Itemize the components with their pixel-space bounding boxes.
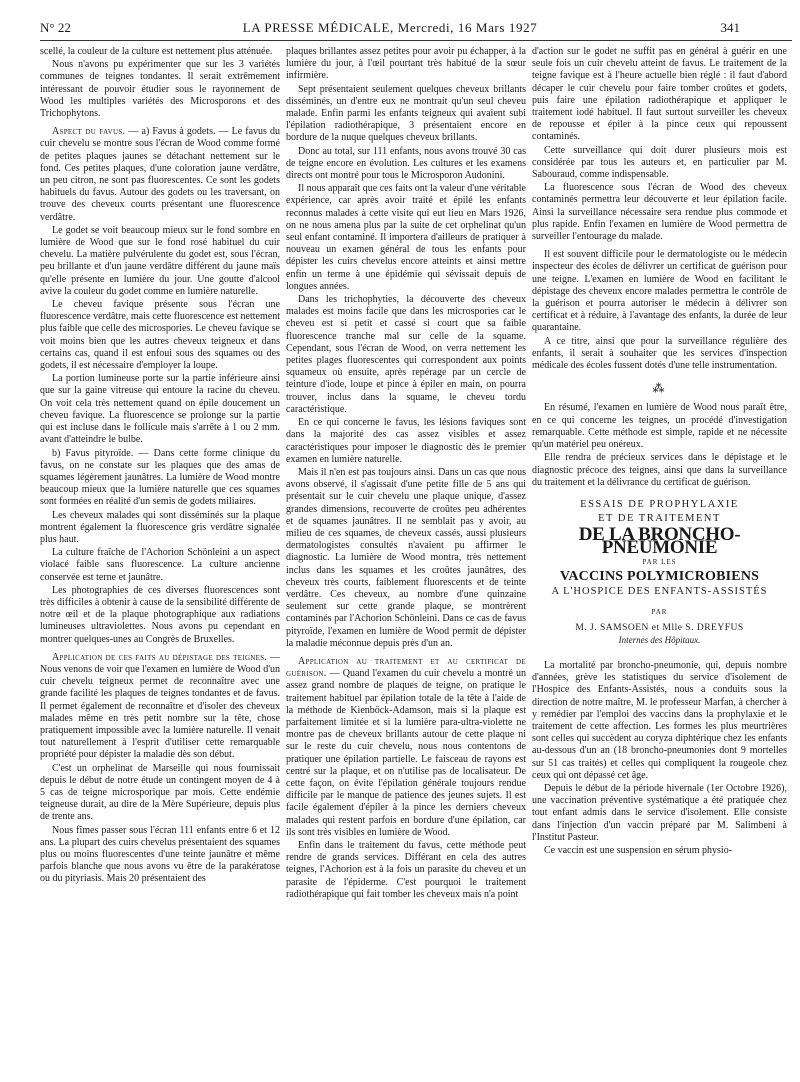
paragraph-text: Elle rendra de précieux services dans le dépistage et le diagnostic précoce des teignes, ainsi que dans la surveillance du traitement et la délivrance du certificat de guérison.: [532, 452, 787, 488]
paragraph-text: En ce qui concerne le favus, les lésions faviques sont dans la majorité des cas assez visibles et assez caractéristiques pour imposer le diagnostic dès le premier examen en lumière naturelle.: [286, 417, 526, 465]
paragraph: [40, 763, 280, 824]
paragraph: [40, 126, 280, 224]
paragraph: [532, 660, 787, 782]
paragraph: [532, 783, 787, 844]
paragraph-text: Mais il n'en est pas toujours ainsi. Dans un cas que nous avons observé, il s'agissait d'une petite fille de 5 ans qui présentait sur le cuir chevelu une plaque unique, d'assez grandes dimensions, recouverte de croûtes peu adhérentes et de squames jaunâtres. Il ne semblait pas y avoir, au milieu de ces squames, de cheveux cassés, aussi plusieurs dermatologistes consultés n'avaient pu affirmer le diagnostic. La lumière de Wood montra, très nettement inclus dans les squames et les croûtes jaunâtres, des cheveux très courts, faiblement fluorescents et de teinte verdâtre. Ces cheveux, au nombre d'une quinzaine seulement sur cette grande plaque, se montrèrent contaminés par l'Achorion Schönleini. Dans ce cas de favus pityroïde, l'examen en lumière de Wood permit de dépister la maladie méconnue depuis près d'un an.: [286, 466, 526, 649]
paragraph-text: — a) Favus à godets. — Le favus du cuir chevelu se montre sous l'écran de Wood comme formé de petites plaques jaunes se détachant nettement sur le fond. Ces petites plaques, d'une coloration jaune verdâtre, un peu citron, ne sont pas fluorescentes. Ce sont les godets habituels du favus. Autour des godets ou les traversant, on trouve des cheveux courts présentant une fluorescence verdâtre.: [40, 126, 280, 223]
paragraph-text: b) Favus pityroïde. — Dans cette forme clinique du favus, on ne constate sur les plaques que des amas de squames légèrement jaunâtres. La lumière de Wood montre beaucoup mieux que la lumière naturelle que ces squames sont formées en réalité d'un semis de godets miliaires.: [40, 447, 280, 508]
paragraph: [532, 249, 787, 334]
paragraph: [40, 448, 280, 509]
paragraph: [40, 59, 280, 120]
paragraph: [40, 547, 280, 584]
paragraph-text: Donc au total, sur 111 enfants, nous avons trouvé 30 cas de teigne encore en évolution. Les cultures et les examens directs ont montré pour tous le Microsporon Audonini.: [286, 145, 526, 182]
paragraph: [40, 225, 280, 298]
heading-line-1: ESSAIS DE PROPHYLAXIE: [580, 498, 739, 510]
paragraph-text: Cette surveillance qui doit durer plusieurs mois est considérée par tous les auteurs et, en particulier par M. Sabouraud, comme indispensable.: [532, 144, 787, 181]
paragraph-text: La mortalité par broncho-pneumonie, qui, depuis nombre d'années, grève les statistiques du service d'isolement de l'Hospice des Enfants-Assistés, nous a conduits sous la direction de notre maître, M. le professeur Marfan, à chercher à y remédier par l'emploi des vaccins dans la prophylaxie et le traitement de cette affection. Les formes les plus meurtrières sont celles qui succèdent au coryza diphtérique chez les enfants au-dessous d'un an (18 broncho-pneumonies dont 9 mortelles sur 51 cas traités) et celles qui compliquent la rougeole chez ceux qui ont dépassé cet âge.: [532, 659, 787, 781]
paragraph-text: C'est un orphelinat de Marseille qui nous fournissait depuis le début de notre étude un contingent moyen de 4 à 5 cas de teigne microsporique par mois. Cette endémie teigneuse durait, au dire de la Mère Supérieure, depuis plus de trente ans.: [40, 762, 280, 823]
issue-number: N° 22: [40, 20, 71, 35]
heading-par: PAR LES: [642, 557, 677, 566]
paragraph: [532, 182, 787, 243]
paragraph-text: scellé, la couleur de la culture est nettement plus atténuée.: [40, 46, 273, 57]
paragraph: [532, 402, 787, 451]
paragraph: [286, 467, 526, 650]
paragraph: [532, 145, 787, 182]
article-authors-role: Internes des Hôpitaux.: [618, 634, 701, 645]
paragraph: [286, 183, 526, 293]
section-stars: ⁂: [652, 381, 667, 396]
column-2: [286, 46, 526, 1076]
paragraph-lead: Aspect du favus.: [52, 126, 126, 138]
heading-line-2: ET DE TRAITEMENT: [598, 513, 721, 525]
paragraph: [40, 373, 280, 446]
article-heading: [532, 499, 787, 646]
paragraph: [286, 294, 526, 416]
paragraph-text: A ce titre, ainsi que pour la surveillance régulière des enfants, il serait à souhaiter que les services d'inspection médicale des écoles fussent dotés d'une telle instrumentation.: [532, 335, 787, 372]
paragraph: [40, 46, 280, 58]
paragraph-text: — Nous venons de voir que l'examen en lumière de Wood d'un cuir chevelu teigneux permet de reconnaître avec une grande facilité les plaques de teignes tondantes et de favus. Il permet également de reconnaître et d'isoler des cheveux malades même en très petit nombre sur la tête, chose pratiquement impossible avec la lumière naturelle. Il venait tout naturellement à l'esprit d'utiliser cette remarquable propriété pour dépister la maladie dès son début.: [40, 651, 280, 761]
paragraph: [40, 585, 280, 646]
paragraph: [286, 840, 526, 901]
heading-par-2: PAR: [651, 608, 668, 617]
paragraph-text: Le cheveu favique présente sous l'écran une fluorescence verdâtre, mais cette fluorescence est nettement plus faible que celle des microspories. Le cheveu favique se voit moins bien que les autres cheveux teigneux et dans certains cas, quand il est enfoui sous des squames ou des godets, il est nécessaire d'employer la loupe.: [40, 299, 280, 372]
page-number: 341: [720, 20, 740, 35]
paragraph: [40, 510, 280, 547]
paragraph: [40, 299, 280, 372]
column-3: [532, 46, 787, 1076]
paragraph-text: Depuis le début de la période hivernale (1er Octobre 1926), une vaccination préventive systématique a été pratiquée chez tout enfant admis dans le service d'isolement. Elle consiste dans l'injection d'un vaccin préparé par M. Salimbeni à l'Institut Pasteur.: [532, 782, 787, 843]
paragraph: [40, 825, 280, 886]
paragraph-text: La portion lumineuse porte sur la partie inférieure ainsi que sur la gaine vitreuse qui entoure la racine du cheveu. On voit cela très nettement quand on épile doucement un cheveu favique. La fluorescence se prolonge sur la partie qui est incluse dans le follicule mais s'arrête à 1 ou 2 mm. avant d'atteindre le bulbe.: [40, 373, 280, 446]
paragraph: [40, 652, 280, 762]
paragraph-text: d'action sur le godet ne suffit pas en général à guérir en une seule fois un cuir chevelu atteint de favus. Le traitement de la teigne favique est à l'heure actuelle bien réglé : il faut d'abord décaper le cuir chevelu pour faire tomber croûtes et godets, puis faire une épilation radiothérapique et appliquer le traitement iodé habituel. Il faut surtout surveiller les cheveux de repousse et épiler à la pince ceux qui repoussent contaminés.: [532, 46, 787, 143]
paragraph: [532, 452, 787, 489]
paragraph-text: Nous fîmes passer sous l'écran 111 enfants entre 6 et 12 ans. La plupart des cuirs chevelus présentaient des squames plus ou moins fluorescentes d'une teinte jaunâtre et même parfois blanche que nous avons vu être de la parakératose ou du pityriasis. Mais 20 présentaient des: [40, 824, 280, 885]
paragraph-text: Ce vaccin est une suspension en sérum physio-: [544, 844, 733, 856]
paragraph-text: Les photographies de ces diverses fluorescences sont très difficiles à obtenir à cause de la sensibilité différente de notre œil et de la plaque photographique aux radiations lumineuses ultraviolettes. Nous avons pu cependant en montrer quelques-unes au Congrès de Bruxelles.: [40, 584, 280, 645]
paragraph: [286, 84, 526, 145]
paragraph: [532, 46, 787, 144]
paragraph-text: La culture fraîche de l'Achorion Schönleini a un aspect violacé faible sans fluorescence. La culture ancienne conservée est terne et jaunâtre.: [40, 547, 280, 583]
column-1: [40, 46, 280, 1076]
paragraph-text: — Quand l'examen du cuir chevelu a montré un assez grand nombre de plaques de teigne, on pratique le traitement habituel par épilation totale de la tête à l'aide de la méthode de Kienböck-Adamson, mais si la plaque est parfaitement limitée et si la lumière para-ultra-violette ne montre pas de cheveux brillants autour de cette plaque ni sur le reste du cuir chevelu, nous nous contentons de pratiquer une épilation partielle. Le faisceau de rayons est centré sur la plaque, et on n'utilise pas de localisateur. De cette façon, on évite l'épilation générale toujours rendue difficile par le manque de patience des jeunes sujets. Il est facile également d'épiler à la pince les derniers cheveux malades qui restent parfois en bordure d'une épilation, car ils sont très visibles en lumière de Wood.: [286, 668, 526, 838]
paragraph-text: En résumé, l'examen en lumière de Wood nous paraît être, en ce qui concerne les teignes, un procédé d'investigation remarquable. Cette méthode est simple, rapide et ne nécessite qu'un matériel peu onéreux.: [532, 402, 787, 451]
paragraph-text: Enfin dans le traitement du favus, cette méthode peut rendre de grands services. Différant en cela des autres teignes, l'Achorion est à la fois un parasite du cheveu et un parasite de l'épiderme. C'est pourquoi le traitement radiothérapique qui fait tomber les cheveux mais n'a point: [286, 840, 526, 900]
paragraph-text: Il nous apparaît que ces faits ont la valeur d'une véritable expérience, car après avoir traité et épilé les enfants reconnus malades à cette visite qui eut lieu en Mars 1926, on ne nous amena plus par la suite de cet orphelinat qu'un seul enfant contaminé. Il importera d'ailleurs de pratiquer à nouveau un examen général de tous les enfants pour dépister les cuirs chevelus encore atteints et ainsi mettre enfin un terme à une épidémie qui sévissait depuis de longues années.: [286, 183, 526, 292]
paragraph: [286, 146, 526, 183]
paragraph: [286, 656, 526, 839]
paragraph-text: Sept présentaient seulement quelques cheveux brillants disséminés, un d'entre eux ne montrait qu'un seul cheveu malade. Enfin parmi les enfants teigneux qui avaient subi l'épilation radiothérapique, 3 présentaient encore en bordure de la nuque quelques cheveux brillants.: [286, 83, 526, 144]
paragraph-text: Dans les trichophyties, la découverte des cheveux malades est moins facile que dans les microspories car le cheveu est si petit et cassé si court que sa faible fluorescence tranche mal sur celle de la squame. Cependant, sous l'écran de Wood, on verra nettement les petites plages fluorescentes qui correspondent aux points squameux où ensuite, après repérage par un cercle de teinture d'iode, loupe et pince à épiler en main, on pourra trouver, inclus dans la squame, le cheveu tordu caractéristique.: [286, 294, 526, 415]
page-header: [40, 20, 740, 42]
heading-vaccins: VACCINS POLYMICROBIENS: [559, 568, 760, 584]
journal-title: LA PRESSE MÉDICALE, Mercredi, 16 Mars 1927: [242, 20, 538, 35]
paragraph-text: Nous n'avons pu expérimenter que sur les 3 variétés communes de teignes tondantes. Il serait extrêmement intéressant de pouvoir étudier sous le rayonnement de Wood les multiples variétés des Microsporons et des Trichophytons.: [40, 59, 280, 120]
paragraph-text: plaques brillantes assez petites pour avoir pu échapper, à la lumière du jour, à l'œil pourtant très habitué de la sœur infirmière.: [286, 46, 526, 82]
paragraph-text: Il est souvent difficile pour le dermatologiste ou le médecin inspecteur des écoles de délivrer un certificat de guérison pour une teigne. L'examen en lumière de Wood en facilitant le dépistage des cheveux encore malades permettra le contrôle de la guérison et pourra autoriser le médecin à délivrer son certificat et à réduire, à l'avantage des enfants, la durée de leur quarantaine.: [532, 249, 787, 334]
heading-hospice: A L'HOSPICE DES ENFANTS-ASSISTÉS: [551, 586, 768, 598]
paragraph-text: La fluorescence sous l'écran de Wood des cheveux contaminés permettra leur découverte et leur épilation facile. Ainsi la surveillance nécessaire sera rendue plus commode et plus rapide. Enfin l'examen en lumière de Wood permettra de surveiller l'entourage du malade.: [532, 182, 787, 243]
paragraph: [286, 417, 526, 466]
heading-main: DE LA BRONCHO-PNEUMONIE: [578, 524, 741, 558]
article-authors: M. J. SAMSOEN et Mlle S. DREYFUS: [575, 622, 744, 633]
paragraph-lead: Application de ces faits au dépistage des teignes.: [52, 651, 268, 663]
paragraph-text: Les cheveux malades qui sont disséminés sur la plaque montrent également la fluorescence gris verdâtre signalée plus haut.: [40, 509, 280, 545]
paragraph: [532, 336, 787, 373]
header-rule: [40, 40, 792, 41]
paragraph-text: Le godet se voit beaucoup mieux sur le fond sombre en lumière de Wood que sur le fond rosé habituel du cuir chevelu. La matière pulvérulente du godet est, sous l'écran, peu brillante et d'un jaune verdâtre différent du jaune maïs qu'elle présente en lumière du jour. Une goutte d'alcool avive la couleur du godet comme en lumière naturelle.: [40, 224, 280, 297]
paragraph: [286, 46, 526, 83]
paragraph: [532, 845, 787, 857]
paragraph-lead: Application au traitement et au certificat de guérison.: [286, 655, 526, 680]
